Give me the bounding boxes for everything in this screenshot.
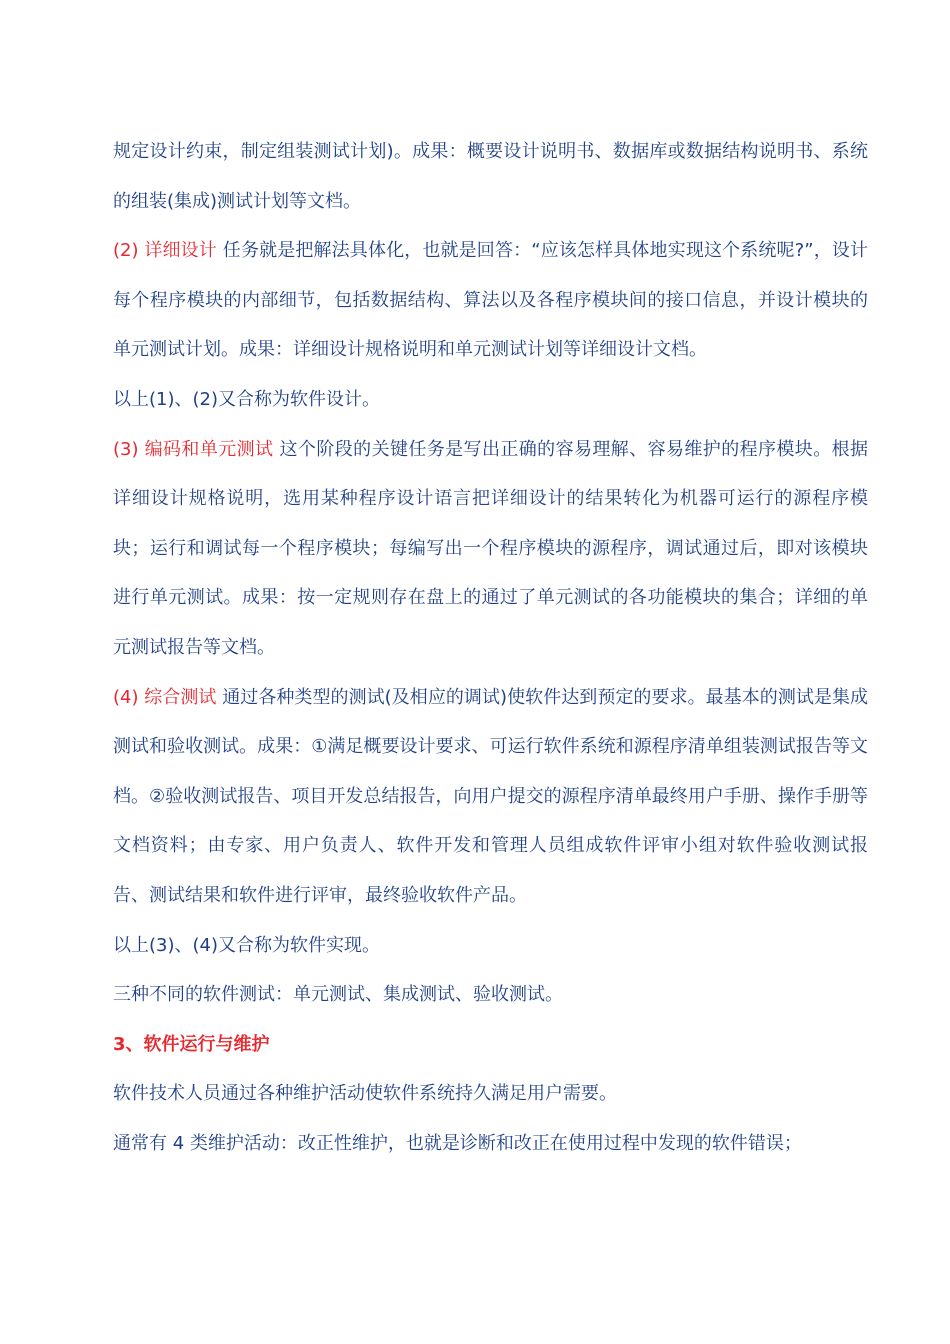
- section-label-detailed-design: (2) 详细设计: [113, 240, 217, 262]
- paragraph-text: 任务就是把解法具体化，也就是回答：“应该怎样具体地实现这个系统呢?”，设计每个程序模块的内部细节，包括数据结构、算法以及各程序模块间的接口信息，并设计模块的单元测试计划。成果：详细设计规格说明和单元测试计划等详细设计文档。: [113, 240, 868, 361]
- paragraph-text: 通常有 4 类维护活动：改正性维护，也就是诊断和改正在使用过程中发现的软件错误；: [113, 1132, 802, 1154]
- paragraph-text: 这个阶段的关键任务是写出正确的容易理解、容易维护的程序模块。根据详细设计规格说明，选用某种程序设计语言把详细设计的结果转化为机器可运行的源程序模块；运行和调试每一个程序模块；每编写出一个程序模块的源程序，调试通过后，即对该模块进行单元测试。成果：按一定规则存在盘上的通过了单元测试的各功能模块的集合；详细的单元测试报告等文档。: [113, 438, 869, 658]
- paragraph-text: 软件技术人员通过各种维护活动使软件系统持久满足用户需要。: [113, 1083, 617, 1105]
- paragraph-coding-unit-test: [113, 425, 868, 673]
- section-heading-operation-maintenance: 3、软件运行与维护: [113, 1033, 270, 1055]
- paragraph-software-design-summary: [113, 375, 868, 425]
- paragraph-text: 以上(3)、(4)又合称为软件实现。: [113, 934, 380, 956]
- paragraph-maintenance-types: [113, 1119, 868, 1169]
- paragraph-maintenance-intro: [113, 1069, 868, 1119]
- document-body: [113, 127, 868, 1168]
- paragraph-design-outline: [113, 127, 868, 226]
- paragraph-text: 通过各种类型的测试(及相应的调试)使软件达到预定的要求。最基本的测试是集成测试和验收测试。成果：①满足概要设计要求、可运行软件系统和源程序清单组装测试报告等文档。②验收测试报告、项目开发总结报告，向用户提交的源程序清单最终用户手册、操作手册等文档资料；由专家、用户负责人、软件开发和管理人员组成软件评审小组对软件验收测试报告、测试结果和软件进行评审，最终验收软件产品。: [113, 686, 869, 906]
- paragraph-text: 三种不同的软件测试：单元测试、集成测试、验收测试。: [113, 984, 563, 1006]
- paragraph-software-implementation-summary: [113, 921, 868, 971]
- section-label-coding-unit-test: (3) 编码和单元测试: [113, 438, 274, 460]
- paragraph-three-tests: [113, 970, 868, 1020]
- paragraph-integrated-test: [113, 673, 868, 921]
- paragraph-text: 规定设计约束，制定组装测试计划)。成果：概要设计说明书、数据库或数据结构说明书、系统的组装(集成)测试计划等文档。: [113, 141, 868, 212]
- paragraph-text: 以上(1)、(2)又合称为软件设计。: [113, 388, 380, 410]
- paragraph-detailed-design: [113, 226, 868, 375]
- section-label-integrated-test: (4) 综合测试: [113, 686, 217, 708]
